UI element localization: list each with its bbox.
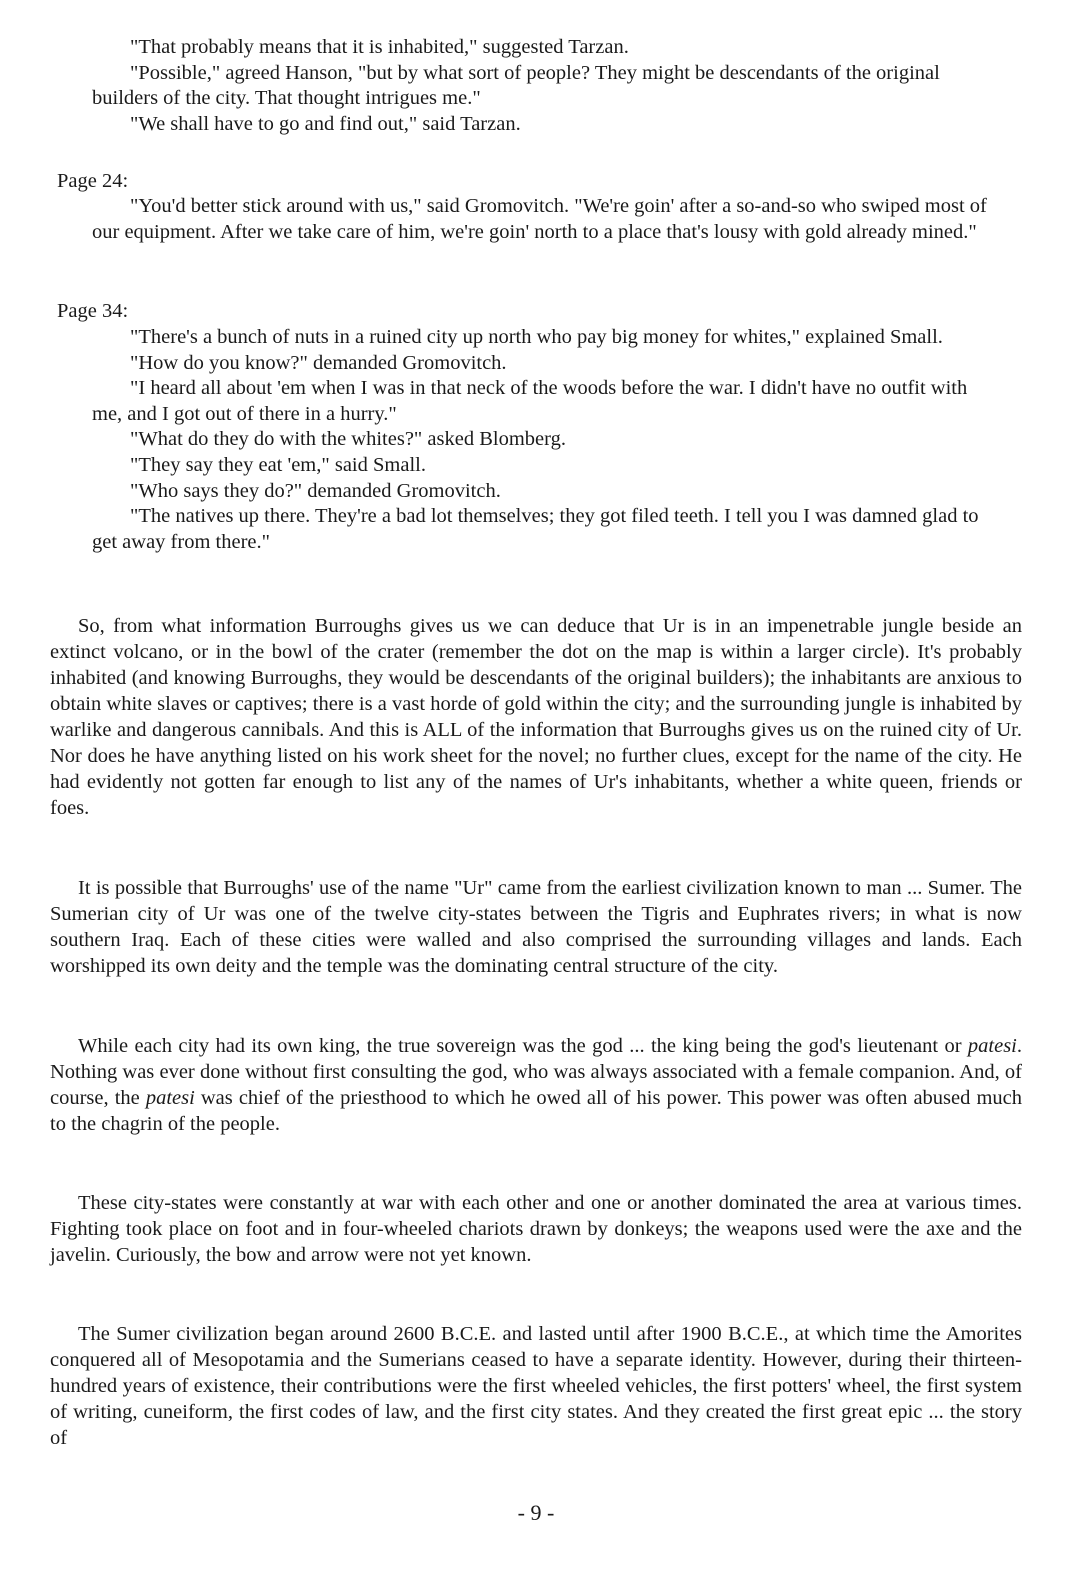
dialogue-line: "The natives up there. They're a bad lot themselves; they got filed teeth. I tell you I was damned glad to get away from there." (92, 505, 979, 553)
dialogue-line: "What do they do with the whites?" asked Blomberg. (130, 428, 566, 451)
dialogue-block-page-24 (92, 194, 997, 245)
text-segment: was chief of the priesthood to which he owed all of his power. This power was often abused much to the chagrin of the people. (50, 1087, 1023, 1135)
paragraph-city-states-war: These city-states were constantly at war with each other and one or another dominated the area at various times. Fighting took place on foot and in four-wheeled chariots drawn by donkeys; the weapons used were the axe and the javelin. Curiously, the bow and arrow were not yet known. (50, 1192, 1022, 1266)
dialogue-line: "How do you know?" demanded Gromovitch. (130, 351, 507, 374)
page-number: - 9 - (517, 1500, 555, 1525)
paragraph-ur-deduction: So, from what information Burroughs gives us we can deduce that Ur is in an impenetrable jungle beside an extinct volcano, or in the bowl of the crater (remember the dot on the map is within a larger circle). It's probably inhabited (and knowing Burroughs, they would be descendants of the original builders); the inhabitants are anxious to obtain white slaves or captives; there is a vast horde of gold within the city; and the surrounding jungle is inhabited by warlike and dangerous cannibals. And this is ALL of the information that Burroughs gives us on the ruined city of Ur. Nor does he have anything listed on his work sheet for the novel; no further clues, except for the name of the city. He had evidently not gotten far enough to list any of the names of Ur's inhabitants, whether a white queen, friends or foes. (50, 615, 1022, 819)
dialogue-line: "Who says they do?" demanded Gromovitch. (130, 479, 501, 502)
page-34-label: Page 34: (57, 300, 129, 322)
text-segment: . Nothing was ever done without first consulting the god, who was always associated with a female companion. And, of course, the (50, 1035, 1022, 1109)
dialogue-line: "Possible," agreed Hanson, "but by what sort of people? They might be descendants of the original builders of the city. That thought intrigues me." (92, 61, 940, 110)
dialogue-block-opening (92, 35, 997, 137)
italic-term: patesi (145, 1087, 195, 1109)
page-24-label: Page 24: (57, 170, 129, 192)
paragraph-sumer-civilization: The Sumer civilization began around 2600 B.C.E. and lasted until after 1900 B.C.E., at which time the Amorites conquered all of Mesopotamia and the Sumerians ceased to have a separate identity. However, during their thirteen-hundred years of existence, their contributions were the first wheeled vehicles, the first potters' wheel, the first system of writing, cuneiform, the first codes of law, and the first city states. And they created the first great epic ... the story of (50, 1323, 1022, 1449)
paragraph-sumer-origin: It is possible that Burroughs' use of the name "Ur" came from the earliest civilization known to man ... Sumer. The Sumerian city of Ur was one of the twelve city-states between the Tigris and Euphrates rivers; in what is now southern Iraq. Each of these cities were walled and also comprised the surrounding villages and lands. Each worshipped its own deity and the temple was the dominating central structure of the city. (50, 877, 1022, 977)
dialogue-line: "That probably means that it is inhabited," suggested Tarzan. (130, 36, 629, 58)
paragraph-city-king (50, 1033, 1022, 1137)
dialogue-line: "We shall have to go and find out," said Tarzan. (130, 112, 521, 135)
dialogue-line: "There's a bunch of nuts in a ruined city up north who pay big money for whites," explained Small. (130, 326, 943, 348)
dialogue-line: "They say they eat 'em," said Small. (130, 453, 426, 476)
dialogue-line: "You'd better stick around with us," said Gromovitch. "We're goin' after a so-and-so who swiped most of our equipment. After we take care of him, we're goin' north to a place that's lousy with gold already mined." (92, 195, 987, 243)
italic-term: patesi (967, 1035, 1017, 1057)
text-segment: While each city had its own king, the true sovereign was the god ... the king being the god's lieutenant or (78, 1035, 968, 1057)
dialogue-line: "I heard all about 'em when I was in that neck of the woods before the war. I didn't have no outfit with me, and I got out of there in a hurry." (92, 377, 968, 425)
dialogue-block-page-34 (92, 325, 997, 555)
